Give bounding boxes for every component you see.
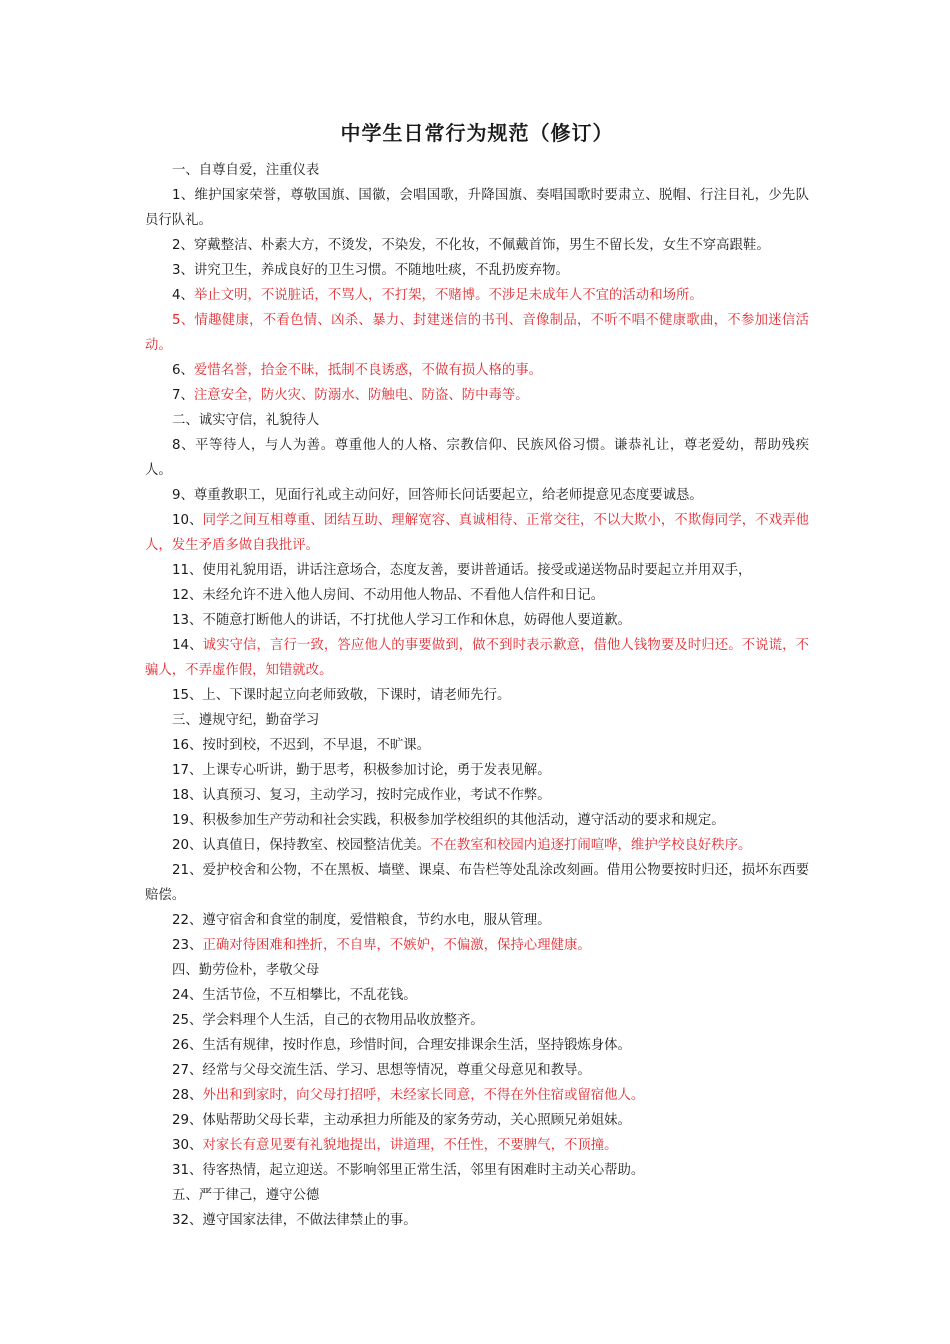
section-heading (145, 408, 809, 433)
highlighted-text: 外出和到家时，向父母打招呼，未经家长同意，不得在外住宿或留宿他人。 (202, 1088, 645, 1103)
rule-text: 7、 (172, 388, 194, 403)
section-heading (145, 1183, 809, 1208)
rule-text: 22、遵守宿舍和食堂的制度，爱惜粮食，节约水电，服从管理。 (172, 913, 551, 928)
rule-text: 14、 (172, 638, 203, 653)
rule-item (145, 433, 809, 483)
highlighted-text: 正确对待困难和挫折，不自卑，不嫉妒，不偏激，保持心理健康。 (202, 938, 591, 953)
rule-text: 27、经常与父母交流生活、学习、思想等情况，尊重父母意见和教导。 (172, 1063, 591, 1078)
section-heading (145, 158, 809, 183)
rule-item (145, 858, 809, 908)
rule-item (145, 733, 809, 758)
rule-item (145, 758, 809, 783)
rule-text: 29、体贴帮助父母长辈，主动承担力所能及的家务劳动，关心照顾兄弟姐妹。 (172, 1113, 631, 1128)
rule-item (145, 1008, 809, 1033)
rule-item (145, 558, 809, 583)
rule-text: 21、爱护校舍和公物，不在黑板、墙壁、课桌、布告栏等处乱涂改刻画。借用公物要按时归还，损坏东西要赔偿。 (145, 863, 809, 903)
document-body (145, 158, 809, 1233)
rule-text: 五、严于律己，遵守公德 (172, 1188, 320, 1203)
rule-text: 30、 (172, 1138, 203, 1153)
section-heading (145, 958, 809, 983)
rule-item (145, 258, 809, 283)
rule-item (145, 508, 809, 558)
rule-text: 10、 (172, 513, 203, 528)
rule-text: 25、学会料理个人生活，自己的衣物用品收放整齐。 (172, 1013, 484, 1028)
rule-item (145, 1033, 809, 1058)
rule-text: 三、遵规守纪，勤奋学习 (172, 713, 320, 728)
rule-item (145, 483, 809, 508)
rule-text: 23、 (172, 938, 203, 953)
rule-item (145, 583, 809, 608)
section-heading (145, 708, 809, 733)
rule-text: 16、按时到校，不迟到，不早退，不旷课。 (172, 738, 431, 753)
rule-item (145, 633, 809, 683)
rule-item (145, 183, 809, 233)
rule-text: 28、 (172, 1088, 203, 1103)
rule-item (145, 908, 809, 933)
rule-text: 17、上课专心听讲，勤于思考，积极参加讨论，勇于发表见解。 (172, 763, 551, 778)
rule-item (145, 383, 809, 408)
rule-item (145, 783, 809, 808)
highlighted-text: 爱惜名誉，拾金不昧，抵制不良诱惑，不做有损人格的事。 (193, 363, 543, 378)
rule-text: 31、待客热情，起立迎送。不影响邻里正常生活，邻里有困难时主动关心帮助。 (172, 1163, 645, 1178)
document-title: 中学生日常行为规范（修订） (340, 121, 614, 145)
rule-item (145, 1158, 809, 1183)
rule-item (145, 608, 809, 633)
rule-item (145, 283, 809, 308)
document-page (145, 118, 809, 1233)
rule-text: 8、平等待人，与人为善。尊重他人的人格、宗教信仰、民族风俗习惯。谦恭礼让，尊老爱幼，帮助残疾人。 (145, 438, 809, 478)
rule-text: 3、讲究卫生，养成良好的卫生习惯。不随地吐痰，不乱扔废弃物。 (172, 263, 569, 278)
rule-text: 6、 (172, 363, 194, 378)
highlighted-text: 5、情趣健康，不看色情、凶杀、暴力、封建迷信的书刊、音像制品，不听不唱不健康歌曲，不参加迷信活动。 (145, 313, 809, 353)
highlighted-text: 诚实守信，言行一致，答应他人的事要做到，做不到时表示歉意，借他人钱物要及时归还。不说谎，不骗人，不弄虚作假，知错就改。 (145, 638, 809, 678)
highlighted-text: 举止文明，不说脏话，不骂人，不打架，不赌博。不涉足未成年人不宜的活动和场所。 (193, 288, 703, 303)
rule-item (145, 1058, 809, 1083)
rule-text: 32、遵守国家法律，不做法律禁止的事。 (172, 1213, 417, 1228)
rule-text: 19、积极参加生产劳动和社会实践，积极参加学校组织的其他活动，遵守活动的要求和规定。 (172, 813, 725, 828)
rule-item (145, 983, 809, 1008)
rule-text: 9、尊重教职工，见面行礼或主动问好，回答师长问话要起立，给老师提意见态度要诚恳。 (172, 488, 703, 503)
rule-text: 四、勤劳俭朴，孝敬父母 (172, 963, 320, 978)
rule-item (145, 933, 809, 958)
rule-text: 一、自尊自爱，注重仪表 (172, 163, 320, 178)
rule-text: 12、未经允许不进入他人房间、不动用他人物品、不看他人信件和日记。 (172, 588, 605, 603)
rule-text: 二、诚实守信，礼貌待人 (172, 413, 320, 428)
rule-text: 11、使用礼貌用语，讲话注意场合，态度友善，要讲普通话。接受或递送物品时要起立并用双手， (172, 563, 752, 578)
rule-item (145, 233, 809, 258)
rule-item (145, 808, 809, 833)
rule-text: 26、生活有规律，按时作息，珍惜时间，合理安排课余生活，坚持锻炼身体。 (172, 1038, 631, 1053)
rule-item (145, 1133, 809, 1158)
rule-item (145, 308, 809, 358)
rule-item (145, 1108, 809, 1133)
rule-item (145, 833, 809, 858)
rule-text: 4、 (172, 288, 194, 303)
rule-item (145, 358, 809, 383)
rule-item (145, 683, 809, 708)
rule-text: 2、穿戴整洁、朴素大方，不烫发，不染发，不化妆，不佩戴首饰，男生不留长发，女生不穿高跟鞋。 (172, 238, 770, 253)
rule-text: 13、不随意打断他人的讲话，不打扰他人学习工作和休息，妨碍他人要道歉。 (172, 613, 631, 628)
rule-item (145, 1208, 809, 1233)
rule-text: 18、认真预习、复习，主动学习，按时完成作业，考试不作弊。 (172, 788, 551, 803)
highlighted-text: 同学之间互相尊重、团结互助、理解宽容、真诚相待、正常交往，不以大欺小，不欺侮同学，不戏弄他人，发生矛盾多做自我批评。 (145, 513, 809, 553)
rule-item (145, 1083, 809, 1108)
highlighted-text: 对家长有意见要有礼貌地提出，讲道理，不任性，不要脾气，不顶撞。 (202, 1138, 618, 1153)
rule-text: 15、上、下课时起立向老师致敬，下课时，请老师先行。 (172, 688, 511, 703)
rule-text: 20、认真值日，保持教室、校园整洁优美。 (172, 838, 431, 853)
rule-text: 1、维护国家荣誉，尊敬国旗、国徽，会唱国歌，升降国旗、奏唱国歌时要肃立、脱帽、行注目礼，少先队员行队礼。 (145, 188, 809, 228)
rule-text: 24、生活节俭，不互相攀比，不乱花钱。 (172, 988, 417, 1003)
highlighted-text: 注意安全，防火灾、防溺水、防触电、防盗、防中毒等。 (193, 388, 529, 403)
highlighted-text: 不在教室和校园内追逐打闹喧哗，维护学校良好秩序。 (430, 838, 752, 853)
